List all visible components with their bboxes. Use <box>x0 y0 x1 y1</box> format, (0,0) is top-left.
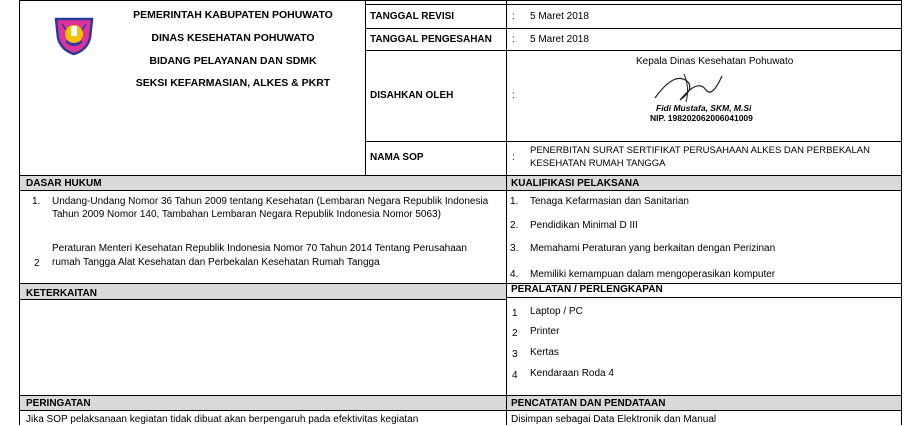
kualifikasi-num: 2. <box>510 220 519 231</box>
grid-line <box>19 190 901 191</box>
peralatan-item: Kertas <box>530 347 559 358</box>
pohuwato-logo <box>52 16 96 56</box>
org-line-2: DINAS KESEHATAN POHUWATO <box>151 32 315 44</box>
peringatan-text: Jika SOP pelaksanaan kegiatan tidak dibuat akan berpengaruh pada efektivitas kegiatan <box>26 414 419 425</box>
kualifikasi-item: Memahami Peraturan yang berkaitan dengan Perizinan <box>530 243 776 254</box>
dasar-hukum-num: 2 <box>34 258 40 269</box>
peralatan-num: 3 <box>512 349 518 360</box>
grid-line <box>365 4 901 5</box>
nama-sop-label: NAMA SOP <box>370 152 424 163</box>
peralatan-item: Kendaraan Roda 4 <box>530 368 614 379</box>
grid-line <box>19 0 901 1</box>
peralatan-item: Printer <box>530 326 560 337</box>
tanggal-pengesahan-value: 5 Maret 2018 <box>530 34 589 45</box>
peralatan-num: 2 <box>512 328 518 339</box>
pencatatan-title: PENCATATAN DAN PENDATAAN <box>511 398 666 409</box>
kualifikasi-num: 3. <box>510 243 519 254</box>
colon: : <box>512 11 515 22</box>
dasar-hukum-num: 1. <box>32 196 41 207</box>
grid-line <box>19 175 901 176</box>
disahkan-title: Kepala Dinas Kesehatan Pohuwato <box>636 56 794 67</box>
dasar-hukum-line: Undang-Undang Nomor 36 Tahun 2009 tentang Kesehatan (Lembaran Negara Republik Indonesia <box>52 196 489 207</box>
kualifikasi-num: 4. <box>510 269 519 280</box>
grid-line <box>365 0 366 175</box>
peralatan-item: Laptop / PC <box>530 306 583 317</box>
grid-line <box>19 0 20 425</box>
peralatan-num: 1 <box>512 308 518 319</box>
colon: : <box>512 34 515 45</box>
org-line-3: BIDANG PELAYANAN DAN SDMK <box>149 55 317 67</box>
org-line-4: SEKSI KEFARMASIAN, ALKES & PKRT <box>135 77 331 89</box>
dasar-hukum-title: DASAR HUKUM <box>26 178 102 189</box>
signer-nip: NIP. 198202062006041009 <box>650 113 753 123</box>
grid-line <box>506 297 901 298</box>
signature <box>650 68 730 106</box>
kualifikasi-item: Memiliki kemampuan dalam mengoperasikan komputer <box>530 269 776 280</box>
kualifikasi-title: KUALIFIKASI PELAKSANA <box>511 178 640 189</box>
dasar-hukum-line: Tahun 2009 Nomor 140, Tambahan Lembaran Negara Republik Indonesia Nomor 5063) <box>52 209 441 220</box>
colon: : <box>512 90 515 101</box>
grid-line <box>506 0 507 425</box>
grid-line <box>365 141 901 142</box>
grid-line <box>19 395 901 396</box>
dasar-hukum-line: Peraturan Menteri Kesehatan Republik Indonesia Nomor 70 Tahun 2014 Tentang Perusahaan <box>52 243 467 254</box>
peralatan-num: 4 <box>512 370 518 381</box>
nama-sop-line-2: KESEHATAN RUMAH TANGGA <box>530 158 666 169</box>
kualifikasi-num: 1. <box>510 196 519 207</box>
tanggal-pengesahan-label: TANGGAL PENGESAHAN <box>370 34 492 45</box>
keterkaitan-title: KETERKAITAN <box>26 288 97 299</box>
pencatatan-text: Disimpan sebagai Data Elektronik dan Manual <box>511 414 717 425</box>
grid-line <box>365 28 901 29</box>
colon: : <box>512 152 515 163</box>
grid-line <box>901 0 902 425</box>
disahkan-oleh-label: DISAHKAN OLEH <box>370 90 454 101</box>
peralatan-title: PERALATAN / PERLENGKAPAN <box>511 284 663 295</box>
peringatan-title: PERINGATAN <box>26 398 91 409</box>
tanggal-revisi-label: TANGGAL REVISI <box>370 11 455 22</box>
kualifikasi-item: Tenaga Kefarmasian dan Sanitarian <box>530 196 689 207</box>
org-line-1: PEMERINTAH KABUPATEN POHUWATO <box>133 9 333 21</box>
grid-line <box>365 50 901 51</box>
tanggal-revisi-value: 5 Maret 2018 <box>530 11 589 22</box>
grid-line <box>19 410 901 411</box>
nama-sop-line-1: PENERBITAN SURAT SERTIFIKAT PERUSAHAAN ALKES DAN PERBEKALAN <box>530 145 870 156</box>
dasar-hukum-line: rumah Tangga Alat Kesehatan dan Perbekalan Kesehatan Rumah Tangga <box>52 257 380 268</box>
grid-line <box>19 283 901 284</box>
peringatan-header-bg <box>19 395 506 410</box>
kualifikasi-item: Pendidikan Minimal D III <box>530 220 638 231</box>
signer-name: Fidi Mustafa, SKM, M.Si <box>656 103 752 113</box>
